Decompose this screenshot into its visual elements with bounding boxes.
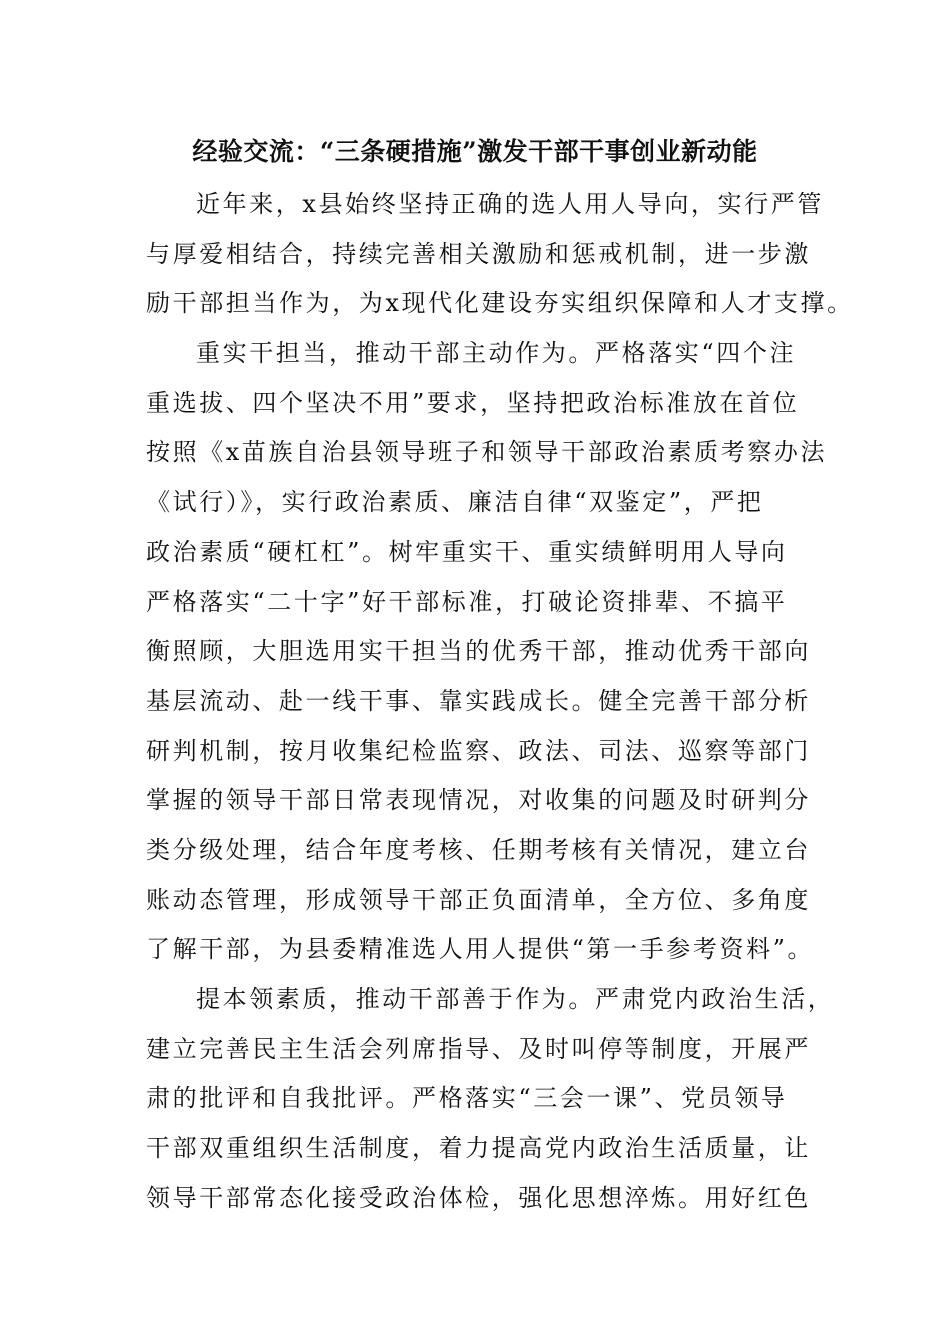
- document-body: [146, 180, 854, 1223]
- text-line: 衡照顾，大胆选用实干担当的优秀干部，推动优秀干部向: [146, 637, 811, 666]
- text-line: 建立完善民主生活会列席指导、及时叫停等制度，开展严: [146, 1034, 811, 1063]
- text-line: 《试行）》，实行政治素质、廉洁自律“双鉴定”，严把: [146, 488, 764, 517]
- text-line: 干部双重组织生活制度，着力提高党内政治生活质量，让: [146, 1134, 811, 1163]
- text-line: 账动态管理，形成领导干部正负面清单，全方位、多角度: [146, 885, 811, 914]
- paragraph-practical-work: [146, 329, 836, 975]
- text-line: 掌握的领导干部日常表现情况，对收集的问题及时研判分: [146, 786, 811, 815]
- text-line: 严格落实“二十字”好干部标准，打破论资排辈、不搞平: [146, 587, 788, 616]
- document-title: 经验交流：“三条硬措施”激发干部干事创业新动能: [192, 137, 758, 166]
- text-line: 类分级处理，结合年度考核、任期考核有关情况，建立台: [146, 835, 811, 864]
- paragraph-skills: [146, 975, 836, 1223]
- text-line: 基层流动、赴一线干事、靠实践成长。健全完善干部分析: [146, 686, 811, 715]
- text-line: 近年来，x县始终坚持正确的选人用人导向，实行严管: [196, 190, 824, 218]
- text-line: 励干部担当作为，为x现代化建设夯实组织保障和人才支撑。: [146, 289, 854, 318]
- text-line: 重选拔、四个坚决不用”要求，坚持把政治标准放在首位: [146, 388, 800, 417]
- text-line: 研判机制，按月收集纪检监察、政法、司法、巡察等部门: [146, 736, 811, 765]
- text-line: 肃的批评和自我批评。严格落实“三会一课”、党员领导: [146, 1084, 788, 1113]
- text-line: 与厚爱相结合，持续完善相关激励和惩戒机制，进一步激: [146, 239, 811, 268]
- text-line: 政治素质“硬杠杠”。树牢重实干、重实绩鲜明用人导向: [146, 537, 788, 566]
- text-line: 重实干担当，推动干部主动作为。严格落实“四个注: [196, 339, 797, 368]
- paragraph-intro: [146, 180, 854, 329]
- text-line: 领导干部常态化接受政治体检，强化思想淬炼。用好红色: [146, 1183, 811, 1212]
- text-line: 了解干部，为县委精准选人用人提供“第一手参考资料”。: [146, 935, 815, 964]
- text-line: 按照《x苗族自治县领导班子和领导干部政治素质考察办法: [146, 438, 828, 467]
- text-line: 提本领素质，推动干部善于作为。严肃党内政治生活，: [196, 985, 835, 1013]
